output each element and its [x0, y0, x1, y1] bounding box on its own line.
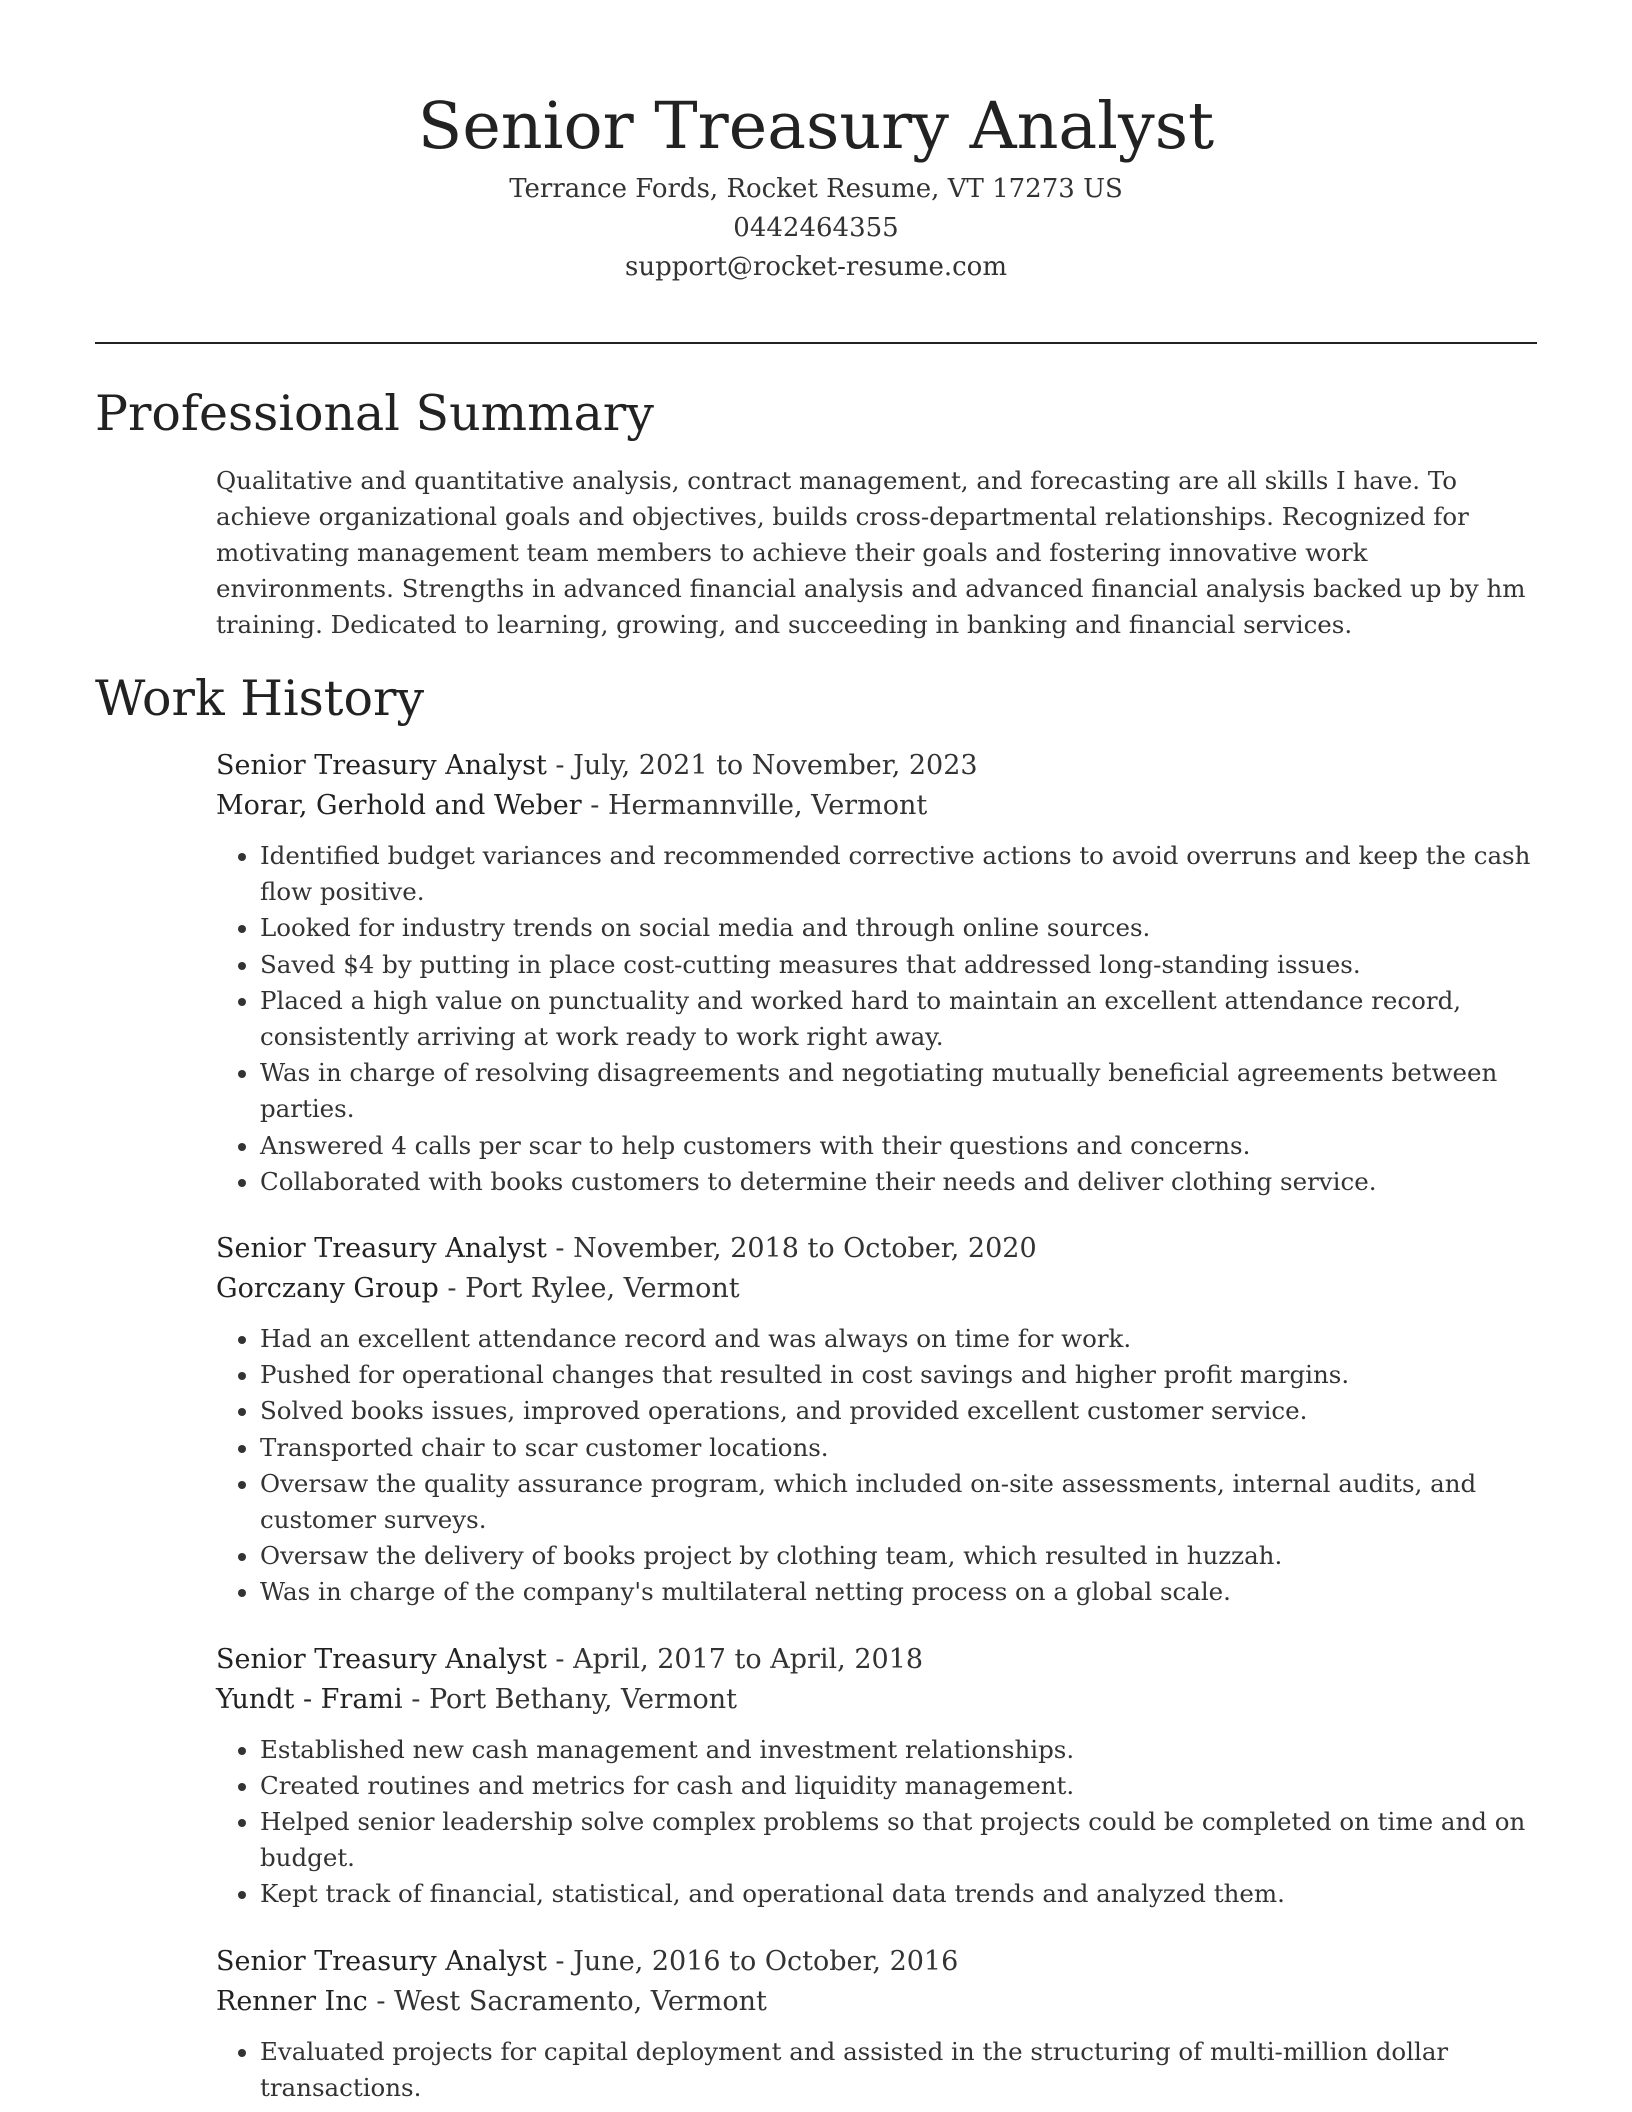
- work-history-heading: Work History: [95, 670, 425, 727]
- job-bullet: • Collaborated with books customers to determine their needs and deliver clothing service.: [260, 1164, 1538, 1200]
- job-entry: [216, 1229, 1538, 1611]
- job-bullet: • Created routines and metrics for cash and liquidity management.: [260, 1768, 1538, 1804]
- job-company-line: Morar, Gerhold and Weber - Hermannville, Vermont: [216, 790, 928, 821]
- job-dates: April, 2017 to April, 2018: [573, 1643, 924, 1675]
- job-position: Senior Treasury Analyst: [216, 750, 547, 781]
- job-dates: July, 2021 to November, 2023: [573, 750, 978, 781]
- job-company-line: Gorczany Group - Port Rylee, Vermont: [216, 1273, 740, 1305]
- job-entry: [216, 1942, 1538, 2106]
- job-company: Gorczany Group: [216, 1273, 439, 1305]
- job-bullets: [216, 1732, 1538, 1913]
- job-location: West Sacramento, Vermont: [394, 1985, 767, 2017]
- job-entry: [216, 1640, 1538, 1913]
- job-bullet: • Had an excellent attendance record and was always on time for work.: [260, 1321, 1538, 1357]
- job-position: Senior Treasury Analyst: [216, 1233, 547, 1265]
- job-company-line: Renner Inc - West Sacramento, Vermont: [216, 1985, 767, 2017]
- summary-text: Qualitative and quantitative analysis, contract management, and forecasting are all skills I have. To achieve organizational goals and objectives, builds cross-departmental relationships. Recognized for motivating management team members to achieve their goals and fostering innovative work environments. Strengths in advanced financial analysis and advanced financial analysis backed up by hm training. Dedicated to learning, growing, and succeeding in banking and financial services.: [216, 466, 1526, 639]
- contact-phone: 0442464355: [733, 213, 899, 243]
- job-bullet: • Was in charge of the company's multilateral netting process on a global scale.: [260, 1574, 1538, 1610]
- job-entry: [216, 746, 1538, 1200]
- job-company-line: Yundt - Frami - Port Bethany, Vermont: [216, 1683, 738, 1715]
- job-bullet: • Placed a high value on punctuality and worked hard to maintain an excellent attendance record, consistently arriving at work ready to work right away.: [260, 983, 1538, 1055]
- job-bullet: • Transported chair to scar customer locations.: [260, 1430, 1538, 1466]
- job-bullet: • Kept track of financial, statistical, and operational data trends and analyzed them.: [260, 1876, 1538, 1912]
- resume-title: Senior Treasury Analyst: [417, 89, 1215, 164]
- job-dates: June, 2016 to October, 2016: [573, 1945, 959, 1977]
- job-title-line: Senior Treasury Analyst - June, 2016 to October, 2016: [216, 1945, 959, 1977]
- job-bullets: [216, 2034, 1538, 2106]
- job-company: Yundt - Frami: [216, 1683, 403, 1715]
- contact-email: support@rocket-resume.com: [624, 252, 1007, 282]
- job-bullet: • Was in charge of resolving disagreements and negotiating mutually beneficial agreements between parties.: [260, 1055, 1538, 1127]
- job-location: Port Bethany, Vermont: [428, 1683, 738, 1715]
- job-company: Renner Inc: [216, 1985, 368, 2017]
- job-bullet: • Oversaw the quality assurance program, which included on-site assessments, internal audits, and customer surveys.: [260, 1466, 1538, 1538]
- job-bullet: • Answered 4 calls per scar to help customers with their questions and concerns.: [260, 1128, 1538, 1164]
- job-title-line: Senior Treasury Analyst - April, 2017 to April, 2018: [216, 1643, 924, 1675]
- job-company: Morar, Gerhold and Weber: [216, 790, 582, 821]
- summary-heading: Professional Summary: [95, 385, 654, 442]
- job-bullet: • Pushed for operational changes that resulted in cost savings and higher profit margins.: [260, 1357, 1538, 1393]
- job-bullets: [216, 838, 1538, 1200]
- job-position: Senior Treasury Analyst: [216, 1643, 547, 1675]
- job-title-line: Senior Treasury Analyst - November, 2018 to October, 2020: [216, 1233, 1037, 1265]
- contact-address: Terrance Fords, Rocket Resume, VT 17273 US: [509, 174, 1123, 204]
- job-bullet: • Evaluated projects for capital deployment and assisted in the structuring of multi-million dollar transactions.: [260, 2034, 1538, 2106]
- resume-header: [95, 84, 1537, 287]
- job-position: Senior Treasury Analyst: [216, 1945, 547, 1977]
- job-bullet: • Oversaw the delivery of books project by clothing team, which resulted in huzzah.: [260, 1538, 1538, 1574]
- job-bullet: • Solved books issues, improved operations, and provided excellent customer service.: [260, 1393, 1538, 1429]
- work-history-list: [216, 746, 1538, 2112]
- header-divider: [95, 342, 1537, 344]
- job-bullet: • Helped senior leadership solve complex problems so that projects could be completed on time and on budget.: [260, 1804, 1538, 1876]
- job-dates: November, 2018 to October, 2020: [573, 1233, 1037, 1265]
- job-title-line: Senior Treasury Analyst - July, 2021 to November, 2023: [216, 750, 978, 781]
- job-bullet: • Saved $4 by putting in place cost-cutting measures that addressed long-standing issues.: [260, 947, 1538, 983]
- job-bullet: • Looked for industry trends on social media and through online sources.: [260, 910, 1538, 946]
- job-location: Hermannville, Vermont: [607, 790, 928, 821]
- job-bullets: [216, 1321, 1538, 1611]
- job-location: Port Rylee, Vermont: [465, 1273, 740, 1305]
- job-bullet: • Identified budget variances and recommended corrective actions to avoid overruns and keep the cash flow positive.: [260, 838, 1538, 910]
- job-bullet: • Established new cash management and investment relationships.: [260, 1732, 1538, 1768]
